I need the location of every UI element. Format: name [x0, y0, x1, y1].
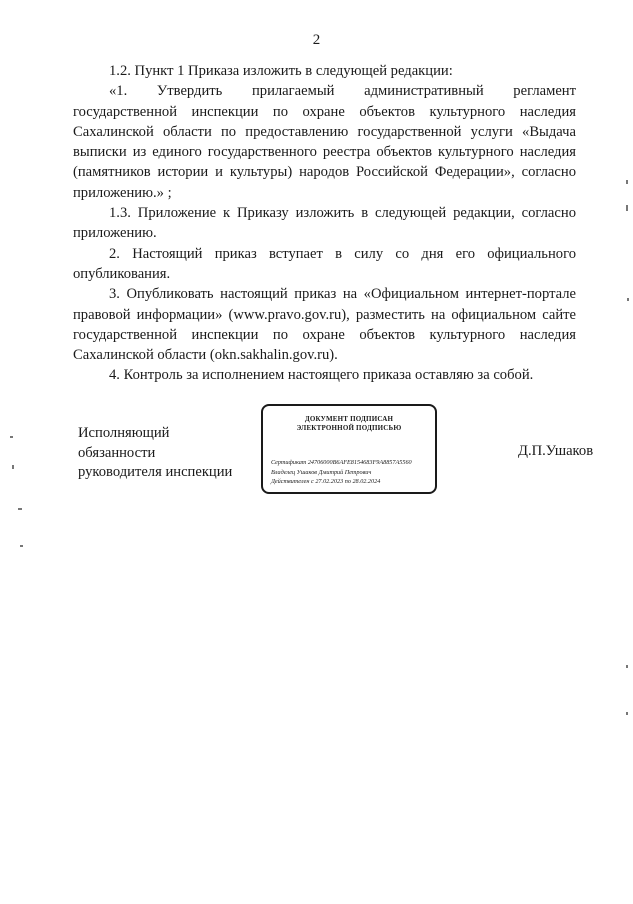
position-line: обязанности: [78, 444, 156, 461]
scan-speck: [10, 436, 13, 438]
stamp-owner: Владелец Ушаков Дмитрий Петрович: [271, 468, 372, 476]
stamp-title-line: ДОКУМЕНТ ПОДПИСАН: [304, 415, 394, 423]
paragraph-4: 4. Контроль за исполнением настоящего приказа оставляю за собой.: [109, 367, 534, 384]
position-line: руководителя инспекции: [78, 464, 233, 480]
page-number: 2: [312, 32, 321, 48]
scan-speck: [626, 180, 628, 184]
paragraph-2: 2. Настоящий приказ вступает в силу со дня его официального опубликования.: [73, 245, 576, 282]
paragraph-1-3: 1.3. Приложение к Приказу изложить в следующей редакции, согласно приложению.: [73, 205, 576, 242]
scan-speck: [627, 298, 629, 301]
stamp-title-line: ЭЛЕКТРОННОЙ ПОДПИСЬЮ: [296, 424, 402, 432]
paragraph-3: 3. Опубликовать настоящий приказ на «Официальном интернет-портале правовой информации» (www.pravo.gov.ru), разместить на официальном сайте государственной инспекции по охране объектов культурного наследия Сахалинской области (okn.sakhalin.gov.ru).: [73, 286, 576, 364]
stamp-details: [271, 458, 412, 487]
scan-speck: [20, 545, 23, 547]
stamp-certificate: Сертификат 24706000B6AFE8154683F9A8857A5560: [271, 459, 412, 466]
signatory-position: [78, 424, 232, 483]
position-line: Исполняющий: [78, 425, 170, 441]
scan-speck: [626, 205, 628, 211]
scan-speck: [12, 465, 14, 469]
scan-speck: [18, 508, 22, 510]
scan-speck: [626, 665, 628, 668]
signatory-name: Д.П.Ушаков: [518, 443, 594, 459]
stamp-validity: Действителен с 27.02.2023 по 28.02.2024: [271, 478, 381, 485]
paragraph-new-item-1: «1. Утвердить прилагаемый административный регламент государственной инспекции по охране объектов культурного наследия Сахалинской области по предоставлению государственной услуги «Выдача выписки из единого государственного реестра объектов культурного наследия (памятников истории и культуры) народов Российской Федерации», согласно приложению.» ;: [73, 83, 576, 201]
scan-speck: [626, 712, 628, 715]
document-body: [73, 61, 576, 386]
paragraph-1-2: 1.2. Пункт 1 Приказа изложить в следующей редакции:: [109, 63, 453, 79]
stamp-title: [263, 415, 435, 433]
electronic-signature-stamp: [261, 404, 437, 494]
